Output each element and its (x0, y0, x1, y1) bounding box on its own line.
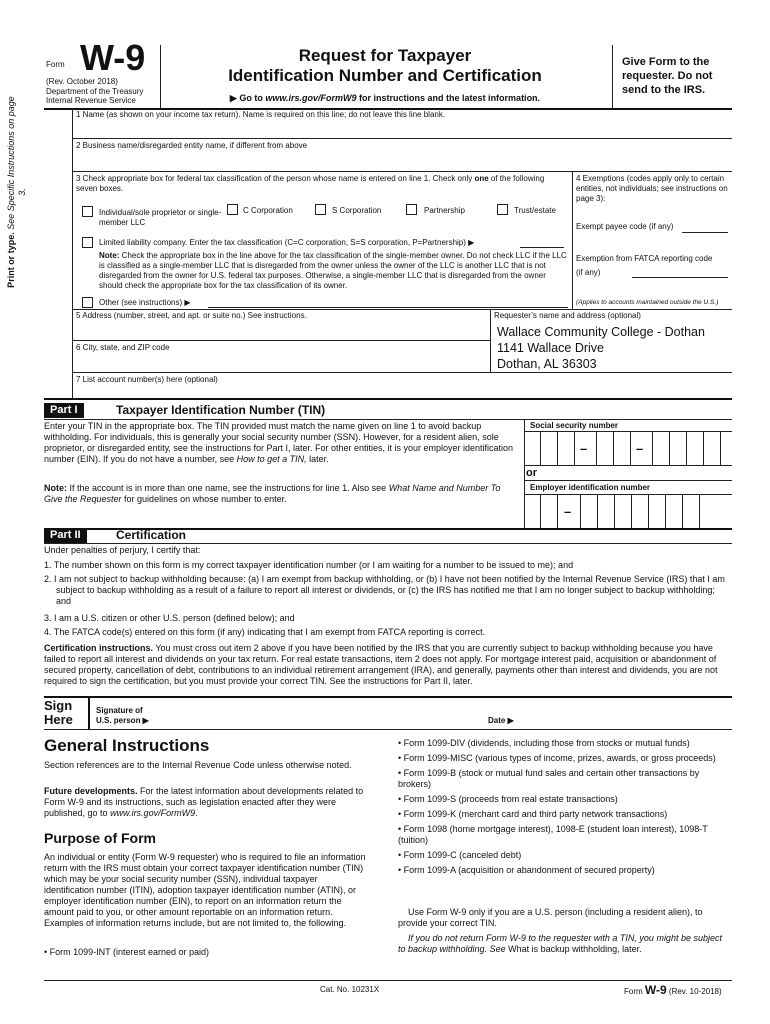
ssn-label: Social security number (530, 421, 619, 430)
fatca-label: Exemption from FATCA reporting code (if any) (576, 254, 713, 277)
form-title-line1: Request for Taxpayer (298, 46, 472, 65)
requester-label: Requester’s name and address (optional) (494, 311, 641, 320)
requester-address1[interactable]: 1141 Wallace Drive (497, 341, 604, 355)
form-label: Form (46, 60, 65, 69)
trust-checkbox[interactable] (497, 204, 508, 215)
ein-label: Employer identification number (530, 483, 651, 492)
part2-intro: Under penalties of perjury, I certify that: (44, 545, 201, 555)
line1-label: 1 Name (as shown on your income tax return). Name is required on this line; do not leave this line blank. (76, 110, 446, 119)
s-corp-label: S Corporation (332, 206, 382, 215)
bullet-1099-int: • Form 1099-INT (interest earned or paid) (44, 947, 210, 957)
line2-label: 2 Business name/disregarded entity name, if different from above (76, 141, 308, 150)
line7-label: 7 List account number(s) here (optional) (76, 375, 218, 384)
form-list-item: • Form 1099-DIV (dividends, including those from stocks or mutual funds) (398, 738, 690, 748)
footer-form: Form W-9 (Rev. 10-2018) (624, 983, 722, 997)
date-field[interactable] (520, 702, 730, 726)
part2-label: Part II (44, 528, 87, 543)
future-developments: Future developments. For the latest information about developments related to Form W-9 and its instructions, such as legislation enacted after they were published, go to www.irs.gov/FormW9. (44, 786, 364, 818)
llc-checkbox[interactable] (82, 237, 93, 248)
exempt-payee-label: Exempt payee code (if any) (576, 222, 674, 231)
c-corp-checkbox[interactable] (227, 204, 238, 215)
give-form-note: Give Form to the requester. Do not send to the IRS. (622, 56, 713, 96)
form-revision: (Rev. October 2018) (46, 77, 118, 86)
form-number: W-9 (80, 37, 146, 78)
irs-label: Internal Revenue Service (46, 96, 136, 105)
other-field[interactable] (208, 298, 568, 308)
form-title-line2: Identification Number and Certification (228, 66, 542, 85)
side-print-type: Print or type. See Specific Instructions on page 3. (6, 96, 27, 288)
form-list (398, 738, 728, 880)
part1-note: Note: If the account is in more than one name, see the instructions for line 1. Also see What Name and Number To Give the Requester for guidelines on whose number to enter. (44, 483, 501, 504)
backup-withholding-note: If you do not return Form W-9 to the requester with a TIN, you might be subject to backup withholding. See What is backup withholding, later. (398, 933, 722, 954)
cert-item-4: 4. The FATCA code(s) entered on this form (if any) indicating that I am exempt from FATCA reporting is correct. (44, 627, 486, 637)
exemptions-label: 4 Exemptions (codes apply only to certain entities, not individuals; see instructions on page 3): (576, 174, 728, 203)
part1-text: Enter your TIN in the appropriate box. The TIN provided must match the name given on line 1 to avoid backup withholding. For individuals, this is generally your social security number (SSN). However, for a resident alien, sole proprietor, or disregarded entity, see the instructions for Part I, later. For other entities, it is your employer identification number (EIN). If you do not have a number, see How to get a TIN, later. (44, 421, 514, 464)
ssn-dash1: – (580, 441, 588, 456)
irs-url[interactable]: www.irs.gov/FormW9 (265, 93, 357, 103)
partnership-label: Partnership (424, 206, 465, 215)
part1-title: Taxpayer Identification Number (TIN) (116, 403, 326, 417)
fatca-applies: (Applies to accounts maintained outside the U.S.) (576, 299, 719, 306)
business-name-field[interactable] (76, 152, 732, 168)
account-numbers-field[interactable] (76, 385, 726, 397)
purpose-text: An individual or entity (Form W-9 requester) who is required to file an information return with the IRS must obtain your correct taxpayer identification number (TIN) which may be your social security number (SSN), individual taxpayer identification number (ITIN), adoption taxpayer identification number (ATIN), or employer identification number (EIN), to report on an information return the amount paid to you, or other amount reportable on an information return. Examples of information returns include, but are not limited to, the following. (44, 852, 366, 928)
ssn-dash2: – (636, 441, 644, 456)
or-label: or (526, 467, 537, 479)
goto-instructions: ▶ Go to www.irs.gov/FormW9 for instructions and the latest information. (229, 93, 541, 103)
department: Department of the Treasury (46, 87, 144, 96)
individual-label: Individual/sole proprietor or single-member LLC (99, 208, 222, 227)
sign-label: Sign (44, 698, 73, 713)
requester-address2[interactable]: Dothan, AL 36303 (497, 357, 597, 371)
requester-name[interactable]: Wallace Community College - Dothan (497, 325, 705, 339)
name-field[interactable] (76, 121, 732, 137)
part2-title: Certification (116, 528, 187, 542)
line3-label: 3 Check appropriate box for federal tax classification of the person whose name is entered on line 1. Check only one of the following seven boxes. (76, 174, 545, 193)
use-form-note: Use Form W-9 only if you are a U.S. person (including a resident alien), to provide your correct TIN. (398, 907, 703, 928)
catalog-number: Cat. No. 10231X (320, 985, 380, 994)
cert-item-3: 3. I am a U.S. citizen or other U.S. person (defined below); and (44, 613, 295, 623)
purpose-title: Purpose of Form (44, 830, 157, 846)
signature-label1: Signature of (96, 706, 143, 715)
cert-item-1: 1. The number shown on this form is my correct taxpayer identification number (or I am waiting for a number to be issued to me); and (44, 560, 574, 570)
here-label: Here (44, 712, 73, 727)
individual-checkbox[interactable] (82, 206, 93, 217)
general-p1: Section references are to the Internal Revenue Code unless otherwise noted. (44, 760, 352, 770)
llc-classification-field[interactable] (520, 238, 564, 248)
exempt-payee-field[interactable] (682, 223, 728, 233)
signature-label2: U.S. person ▶ (96, 716, 149, 725)
fatca-field[interactable] (632, 268, 728, 278)
cert-item-2: 2. I am not subject to backup withholding because: (a) I am exempt from backup withholding, or (b) I have not been notified by the Internal Revenue Service (IRS) that I am subject to backup withholding as a result of a failure to report all interest or dividends, or (c) the IRS has notified me that I am no longer subject to backup withholding; and (44, 574, 725, 606)
form-list-item: • Form 1099-MISC (various types of income, prizes, awards, or gross proceeds) (398, 753, 716, 763)
s-corp-checkbox[interactable] (315, 204, 326, 215)
form-list-item: • Form 1099-A (acquisition or abandonment of secured property) (398, 865, 655, 875)
date-label: Date ▶ (488, 716, 514, 725)
form-list-item: • Form 1099-B (stock or mutual fund sales and certain other transactions by brokers) (398, 768, 700, 789)
ein-boxes[interactable] (524, 494, 732, 528)
cert-instructions: Certification instructions. You must cross out item 2 above if you have been notified by the IRS that you are currently subject to backup withholding because you have failed to report all interest and dividends on your tax return. For real estate transactions, item 2 does not apply. For mortgage interest paid, acquisition or abandonment of secured property, cancellation of debt, contributions to an individual retirement arrangement (IRA), and generally, payments other than interest and dividends, you are not required to sign the certification, but you must provide your correct TIN. See the instructions for Part II, later. (44, 643, 718, 686)
ein-dash: – (564, 504, 572, 519)
trust-label: Trust/estate (514, 206, 556, 215)
form-list-item: • Form 1099-K (merchant card and third party network transactions) (398, 809, 668, 819)
other-checkbox[interactable] (82, 297, 93, 308)
partnership-checkbox[interactable] (406, 204, 417, 215)
llc-note: Note: Check the appropriate box in the line above for the tax classification of the single-member owner. Do not check LLC if the LLC is classified as a single-member LLC that is disregarded from the owner unless the owner of the LLC is another LLC that is not disregarded from the owner for U.S. federal tax purposes. Otherwise, a single-member LLC that is disregarded from the owner should check the appropriate box for the tax classification of its owner. (99, 251, 567, 290)
llc-label: Limited liability company. Enter the tax classification (C=C corporation, S=S corporation, P=Partnership) ▶ (99, 238, 475, 247)
address-field[interactable] (76, 322, 486, 338)
form-list-item: • Form 1099-S (proceeds from real estate transactions) (398, 794, 618, 804)
general-instructions-title: General Instructions (44, 736, 210, 755)
line6-label: 6 City, state, and ZIP code (76, 343, 170, 352)
signature-field[interactable] (160, 702, 480, 726)
line5-label: 5 Address (number, street, and apt. or suite no.) See instructions. (76, 311, 307, 320)
form-list-item: • Form 1099-C (canceled debt) (398, 850, 522, 860)
city-state-zip-field[interactable] (76, 354, 486, 370)
other-label: Other (see instructions) ▶ (99, 298, 191, 307)
c-corp-label: C Corporation (243, 206, 293, 215)
form-list-item: • Form 1098 (home mortgage interest), 1098-E (student loan interest), 1098-T (tuition) (398, 824, 708, 845)
part1-label: Part I (44, 403, 84, 418)
ssn-boxes[interactable] (524, 431, 732, 465)
